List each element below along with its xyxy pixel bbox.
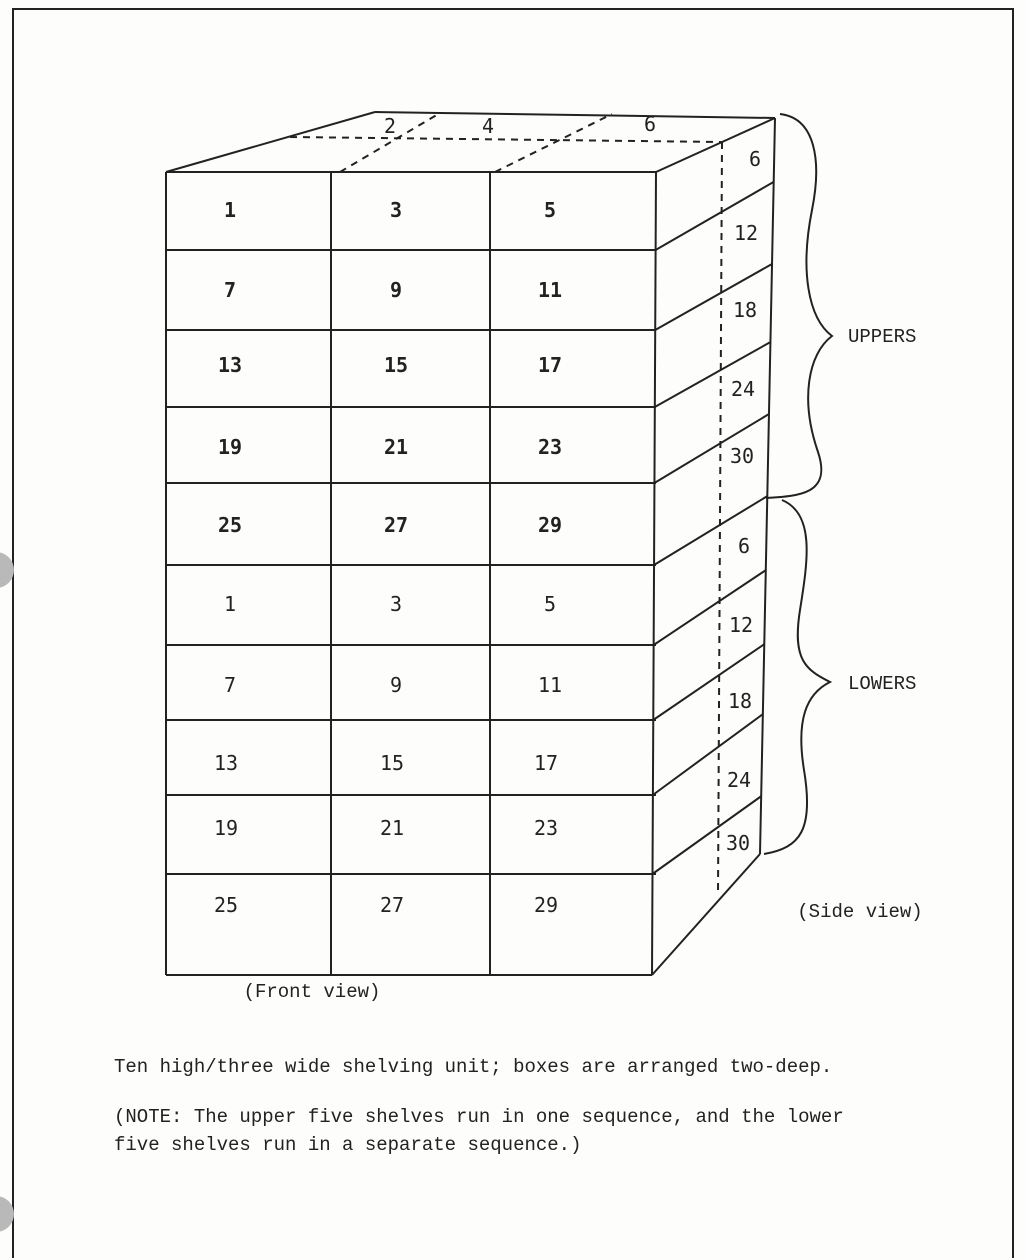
caption-line: Ten high/three wide shelving unit; boxes are arranged two-deep.: [114, 1056, 833, 1078]
front-box-label: 7: [223, 278, 237, 302]
top-box-label: 2: [383, 114, 397, 138]
side-box-label: 6: [748, 147, 762, 171]
side-shelf-line: [654, 496, 768, 565]
front-box-label: 7: [223, 673, 237, 697]
front-box-label: 13: [213, 751, 239, 775]
front-box-label: 15: [379, 751, 405, 775]
side-box-label: 6: [737, 534, 751, 558]
front-box-label: 15: [383, 353, 409, 377]
side-view-label: (Side view): [797, 901, 923, 923]
side-box-label: 24: [726, 768, 752, 792]
uppers-label: UPPERS: [848, 326, 917, 348]
top-edge-left: [166, 112, 375, 172]
lowers-label: LOWERS: [848, 673, 917, 695]
front-box-label: 11: [537, 278, 563, 302]
upper-brace: [766, 114, 832, 498]
front-box-label: 23: [533, 816, 559, 840]
front-view-label: (Front view): [243, 981, 381, 1003]
front-box-label: 3: [389, 592, 403, 616]
front-box-label: 27: [383, 513, 409, 537]
front-box-label: 25: [217, 513, 243, 537]
front-box-label: 19: [217, 435, 243, 459]
side-box-label: 30: [725, 831, 751, 855]
front-box-label: 17: [533, 751, 559, 775]
front-box-label: 23: [537, 435, 563, 459]
side-box-label: 12: [728, 613, 754, 637]
front-box-label: 5: [543, 592, 557, 616]
front-box-label: 11: [537, 673, 563, 697]
lower-brace: [764, 500, 830, 854]
top-box-label: 6: [643, 112, 657, 136]
side-midline-dashed: [718, 142, 722, 895]
side-bottom-edge: [652, 854, 760, 975]
front-box-label: 29: [537, 513, 563, 537]
front-box-label: 25: [213, 893, 239, 917]
side-box-label: 24: [730, 377, 756, 401]
note-line: five shelves run in a separate sequence.): [114, 1134, 582, 1156]
side-box-label: 18: [727, 689, 753, 713]
front-box-label: 5: [543, 198, 557, 222]
side-box-label: 12: [733, 221, 759, 245]
side-box-label: 18: [732, 298, 758, 322]
front-box-label: 9: [389, 673, 403, 697]
front-box-label: 1: [223, 592, 237, 616]
front-box-label: 19: [213, 816, 239, 840]
front-box-label: 21: [383, 435, 409, 459]
front-box-label: 27: [379, 893, 405, 917]
front-edge-right: [652, 172, 656, 975]
front-box-label: 21: [379, 816, 405, 840]
top-midline-dashed: [290, 137, 722, 142]
front-box-label: 29: [533, 893, 559, 917]
top-divider-dashed: [495, 114, 612, 172]
side-box-label: 30: [729, 444, 755, 468]
front-box-label: 17: [537, 353, 563, 377]
front-box-label: 1: [223, 198, 237, 222]
front-box-label: 3: [389, 198, 403, 222]
top-box-label: 4: [481, 114, 495, 138]
side-back-edge: [760, 118, 775, 854]
front-box-label: 13: [217, 353, 243, 377]
diagram-labels: [214, 112, 923, 1003]
front-box-label: 9: [389, 278, 403, 302]
note-line: (NOTE: The upper five shelves run in one sequence, and the lower: [114, 1106, 844, 1128]
